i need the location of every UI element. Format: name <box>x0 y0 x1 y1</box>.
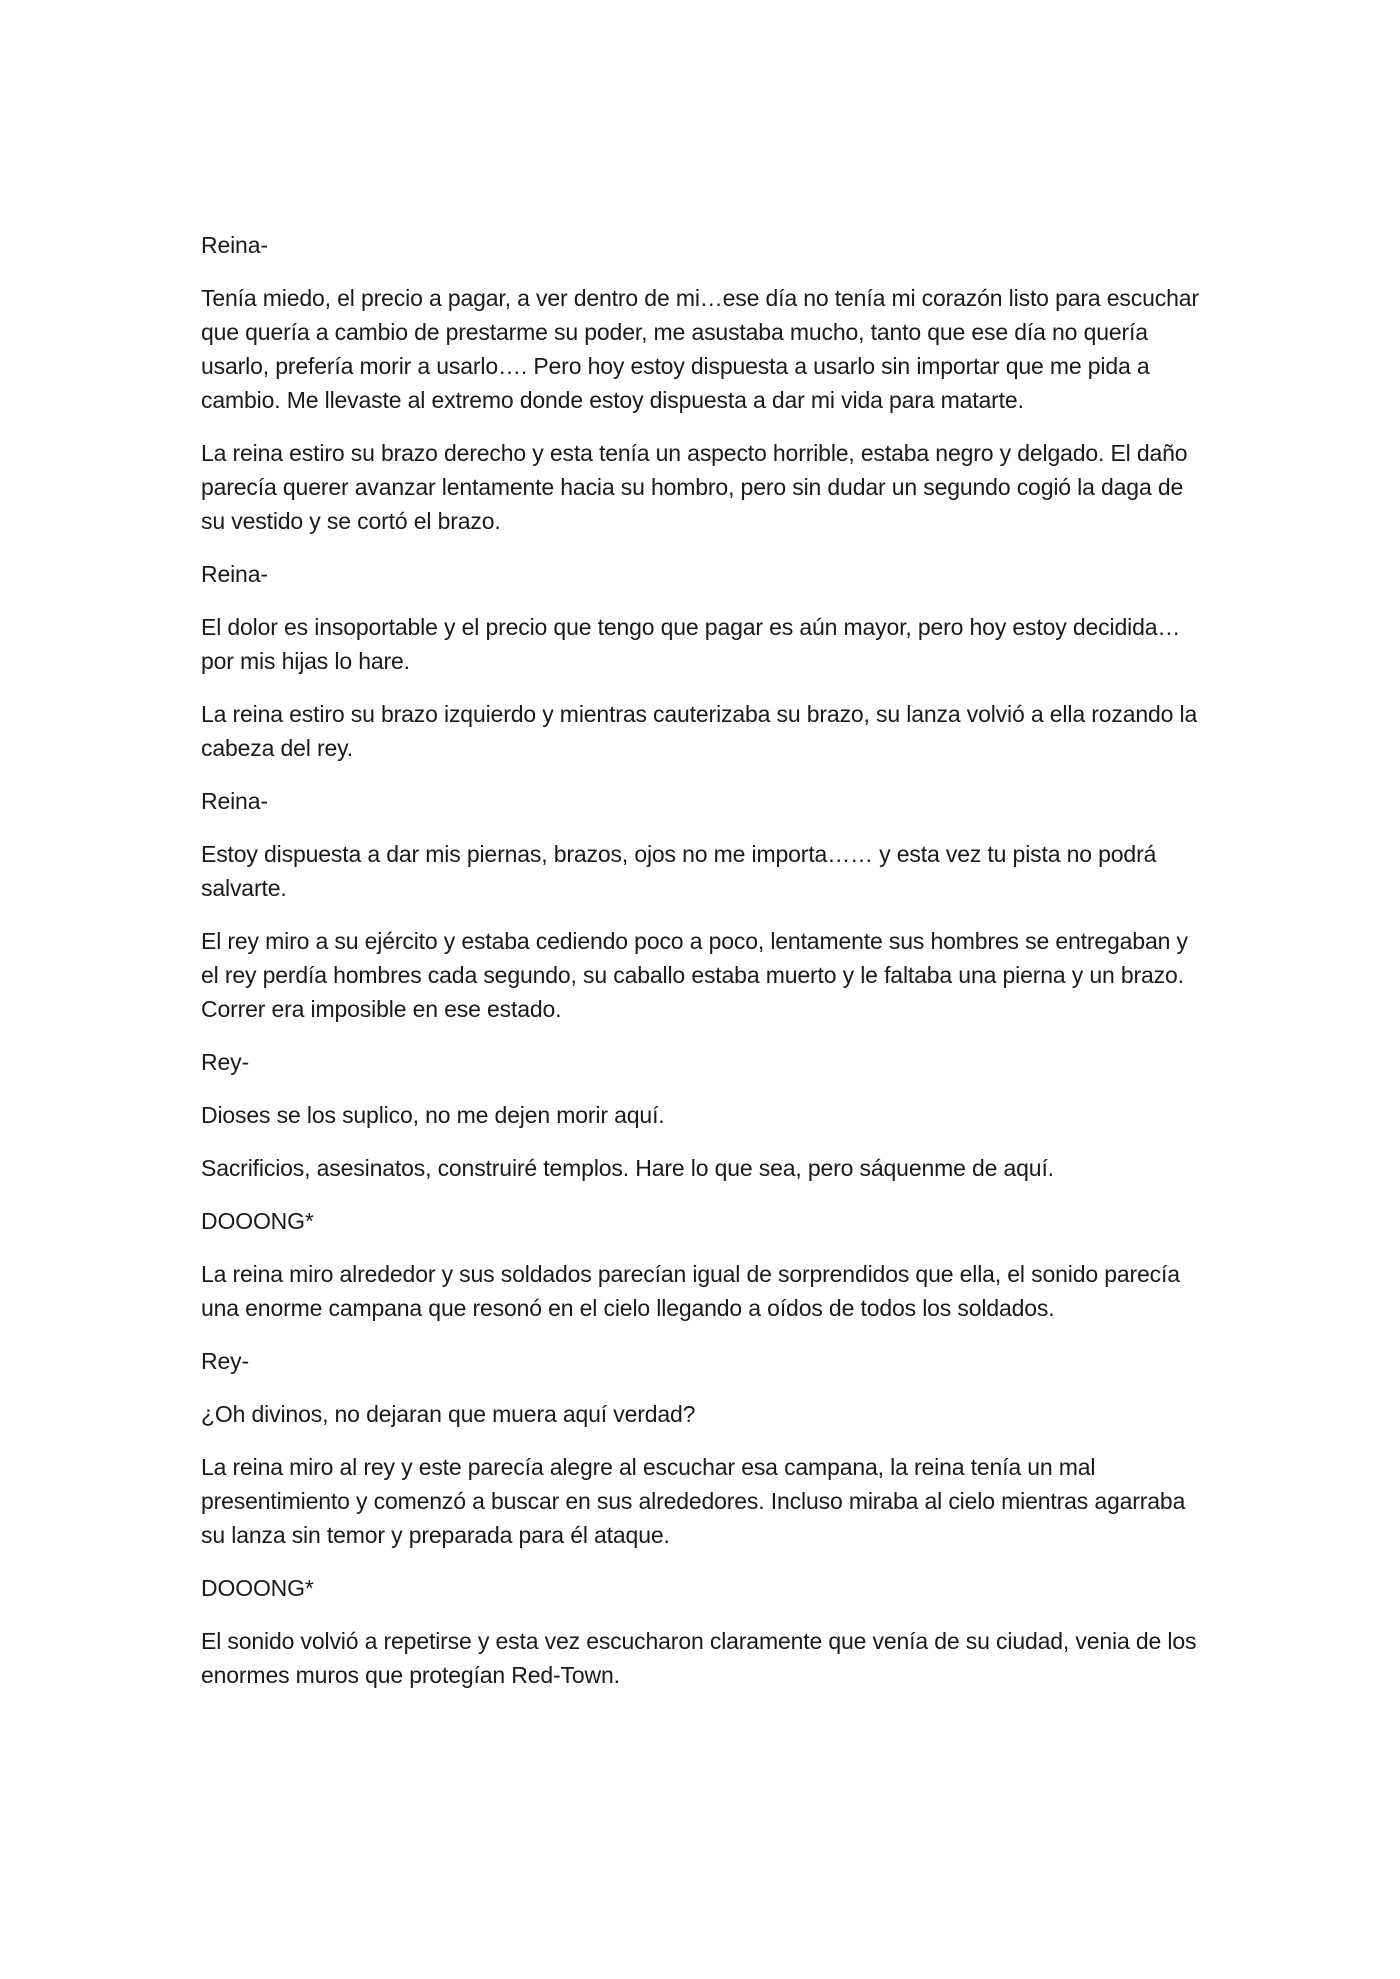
paragraph: Estoy dispuesta a dar mis piernas, brazos, ojos no me importa…… y esta vez tu pista no podrá salvarte. <box>201 841 1157 901</box>
paragraph: La reina miro alrededor y sus soldados parecían igual de sorprendidos que ella, el sonido parecía una enorme campana que resonó en el cielo llegando a oídos de todos los soldados. <box>201 1261 1180 1321</box>
document-body <box>201 228 1201 1711</box>
speaker-label: Rey- <box>201 1348 249 1374</box>
paragraph: Tenía miedo, el precio a pagar, a ver dentro de mi…ese día no tenía mi corazón listo para escuchar que quería a cambio de prestarme su poder, me asustaba mucho, tanto que ese día no quería usarlo, prefería morir a usarlo…. Pero hoy estoy dispuesta a usarlo sin importar que me pida a cambio. Me llevaste al extremo donde estoy dispuesta a dar mi vida para matarte. <box>201 285 1199 413</box>
paragraph: La reina estiro su brazo izquierdo y mientras cauterizaba su brazo, su lanza volvió a ella rozando la cabeza del rey. <box>201 701 1198 761</box>
speaker-label: Rey- <box>201 1049 249 1075</box>
paragraph: La reina miro al rey y este parecía alegre al escuchar esa campana, la reina tenía un mal presentimiento y comenzó a buscar en sus alrededores. Incluso miraba al cielo mientras agarraba su lanza sin temor y preparada para él ataque. <box>201 1454 1186 1548</box>
sound-effect: DOOONG* <box>201 1575 314 1601</box>
sound-effect: DOOONG* <box>201 1208 314 1234</box>
paragraph: Sacrificios, asesinatos, construiré templos. Hare lo que sea, pero sáquenme de aquí. <box>201 1155 1054 1181</box>
paragraph: La reina estiro su brazo derecho y esta tenía un aspecto horrible, estaba negro y delgado. El daño parecía querer avanzar lentamente hacia su hombro, pero sin dudar un segundo cogió la daga de su vestido y se cortó el brazo. <box>201 440 1188 534</box>
paragraph: El sonido volvió a repetirse y esta vez escucharon claramente que venía de su ciudad, venia de los enormes muros que protegían Red-Town. <box>201 1628 1197 1688</box>
paragraph: El rey miro a su ejército y estaba cediendo poco a poco, lentamente sus hombres se entregaban y el rey perdía hombres cada segundo, su caballo estaba muerto y le faltaba una pierna y un brazo. Correr era imposible en ese estado. <box>201 928 1188 1022</box>
speaker-label: Reina- <box>201 561 268 587</box>
paragraph: Dioses se los suplico, no me dejen morir aquí. <box>201 1102 665 1128</box>
paragraph: ¿Oh divinos, no dejaran que muera aquí verdad? <box>201 1401 696 1427</box>
speaker-label: Reina- <box>201 232 268 258</box>
speaker-label: Reina- <box>201 788 268 814</box>
paragraph: El dolor es insoportable y el precio que tengo que pagar es aún mayor, pero hoy estoy decidida…por mis hijas lo hare. <box>201 614 1181 674</box>
